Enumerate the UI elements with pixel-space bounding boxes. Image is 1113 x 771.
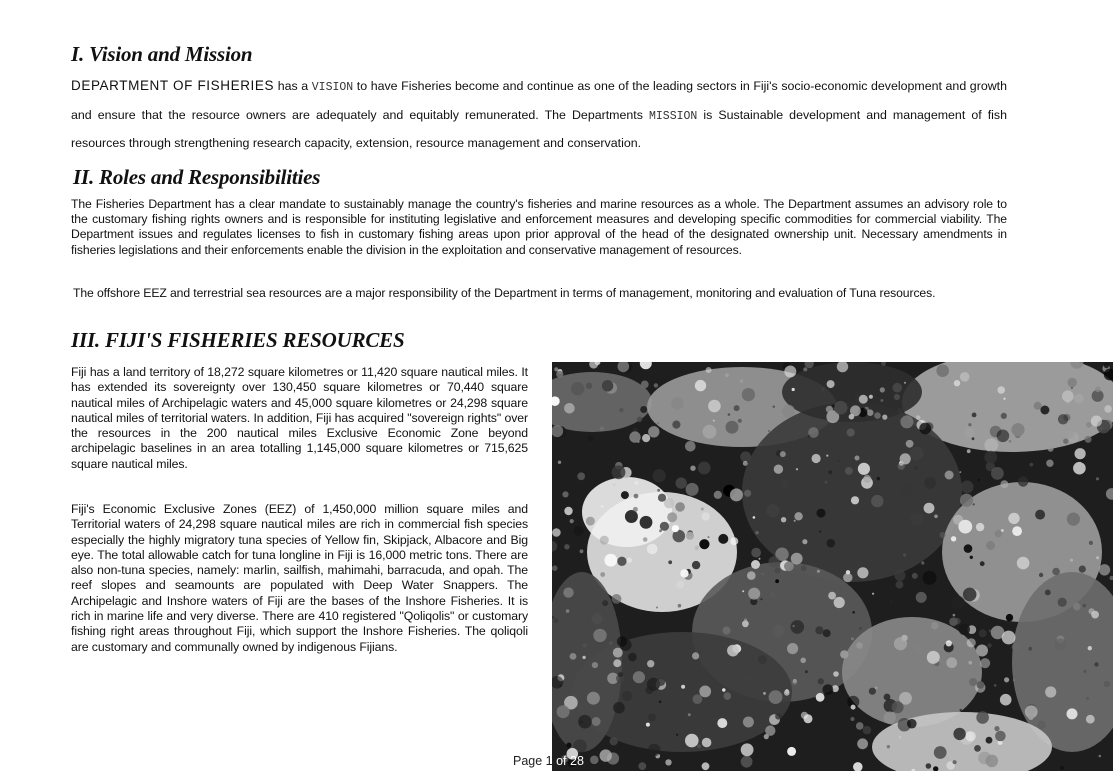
- mission-text-b: to have Fisheries become and continue as one of the leading sectors in Fiji's socio-economic development and growth and ensure that the resource owners are adequately and equitably remunerated. The Departments: [71, 79, 1007, 122]
- mission-keyword: MISSION: [648, 109, 698, 123]
- section-heading-roles: II. Roles and Responsibilities: [73, 165, 321, 189]
- resources-paragraph-1: Fiji has a land territory of 18,272 square kilometres or 11,420 square nautical miles. It has extended its sovereignty over 130,450 square kilometres or 70,440 square nautical miles of Archipelagic waters and 45,000 square kilometres or 24,298 square nautical miles of territorial waters. In addition, Fiji has acquired "sovereign rights" over the resources in the 200 nautical miles Exclusive Economic Zone beyond archipelagic baselines in an area totalling 1,145,000 square kilometres or 715,625 square nautical miles.: [71, 365, 528, 471]
- page-number-prefix: Page 1: [513, 754, 557, 768]
- coral-reef-photo: [552, 362, 1113, 771]
- mission-text-a: has a: [274, 79, 312, 93]
- mission-text-c: is Sustainable development and management of fish resources through strengthening research capacity, extension, resource management and conservation.: [71, 107, 1007, 150]
- page-number: [513, 754, 584, 768]
- coral-reef-illustration: [552, 362, 1113, 771]
- roles-paragraph-1: The Fisheries Department has a clear mandate to sustainably manage the country's fisheries and marine resources as a whole. The Department assumes an advisory role to the customary fishing rights owners and is responsible for instituting legislative and enforcement measures and developing specific commodities for commercial viability. The Department issues and regulates licenses to fish in customary fishing areas upon prior approval of the head of the designated ownership unit. Necessary amendments in fisheries legislations and their enforcements enable the division in the exploitation and conservative management of resources.: [71, 197, 1007, 257]
- section-heading-vision-mission: I. Vision and Mission: [71, 42, 253, 66]
- section-heading-fisheries-resources: III. FIJI'S FISHERIES RESOURCES: [71, 328, 405, 352]
- vision-keyword: VISION: [311, 81, 354, 94]
- roles-paragraph-2: The offshore EEZ and terrestrial sea resources are a major responsibility of the Department in terms of management, monitoring and evaluation of Tuna resources.: [73, 286, 936, 300]
- resources-paragraph-2: Fiji's Economic Exclusive Zones (EEZ) of 1,450,000 million square miles and Territorial waters of 24,298 square nautical miles are rich in commercial fish species especially the highly migratory tuna species of Yellow fin, Skipjack, Albacore and Big eye. The total allowable catch for tuna longline in Fiji is 16,000 metric tons. There are also non-tuna species, namely: marlin, sailfish, mahimahi, barracuda, and opah. The reef slopes and seamounts are populated with Deep Water Snappers. The Archipelagic and Inshore waters of Fiji are the bases of the Inshore Fisheries. It is rich in marine life and very diverse. There are 410 registered "Qoliqolis" or customary fishing right areas throughout Fiji, which support the Inshore Fisheries. The qoliqoli are customary and communally owned by indigenous Fijians.: [71, 502, 528, 654]
- vision-mission-paragraph: [71, 73, 1007, 157]
- department-name: DEPARTMENT OF FISHERIES: [71, 78, 275, 93]
- page-number-suffix: of 28: [556, 754, 584, 768]
